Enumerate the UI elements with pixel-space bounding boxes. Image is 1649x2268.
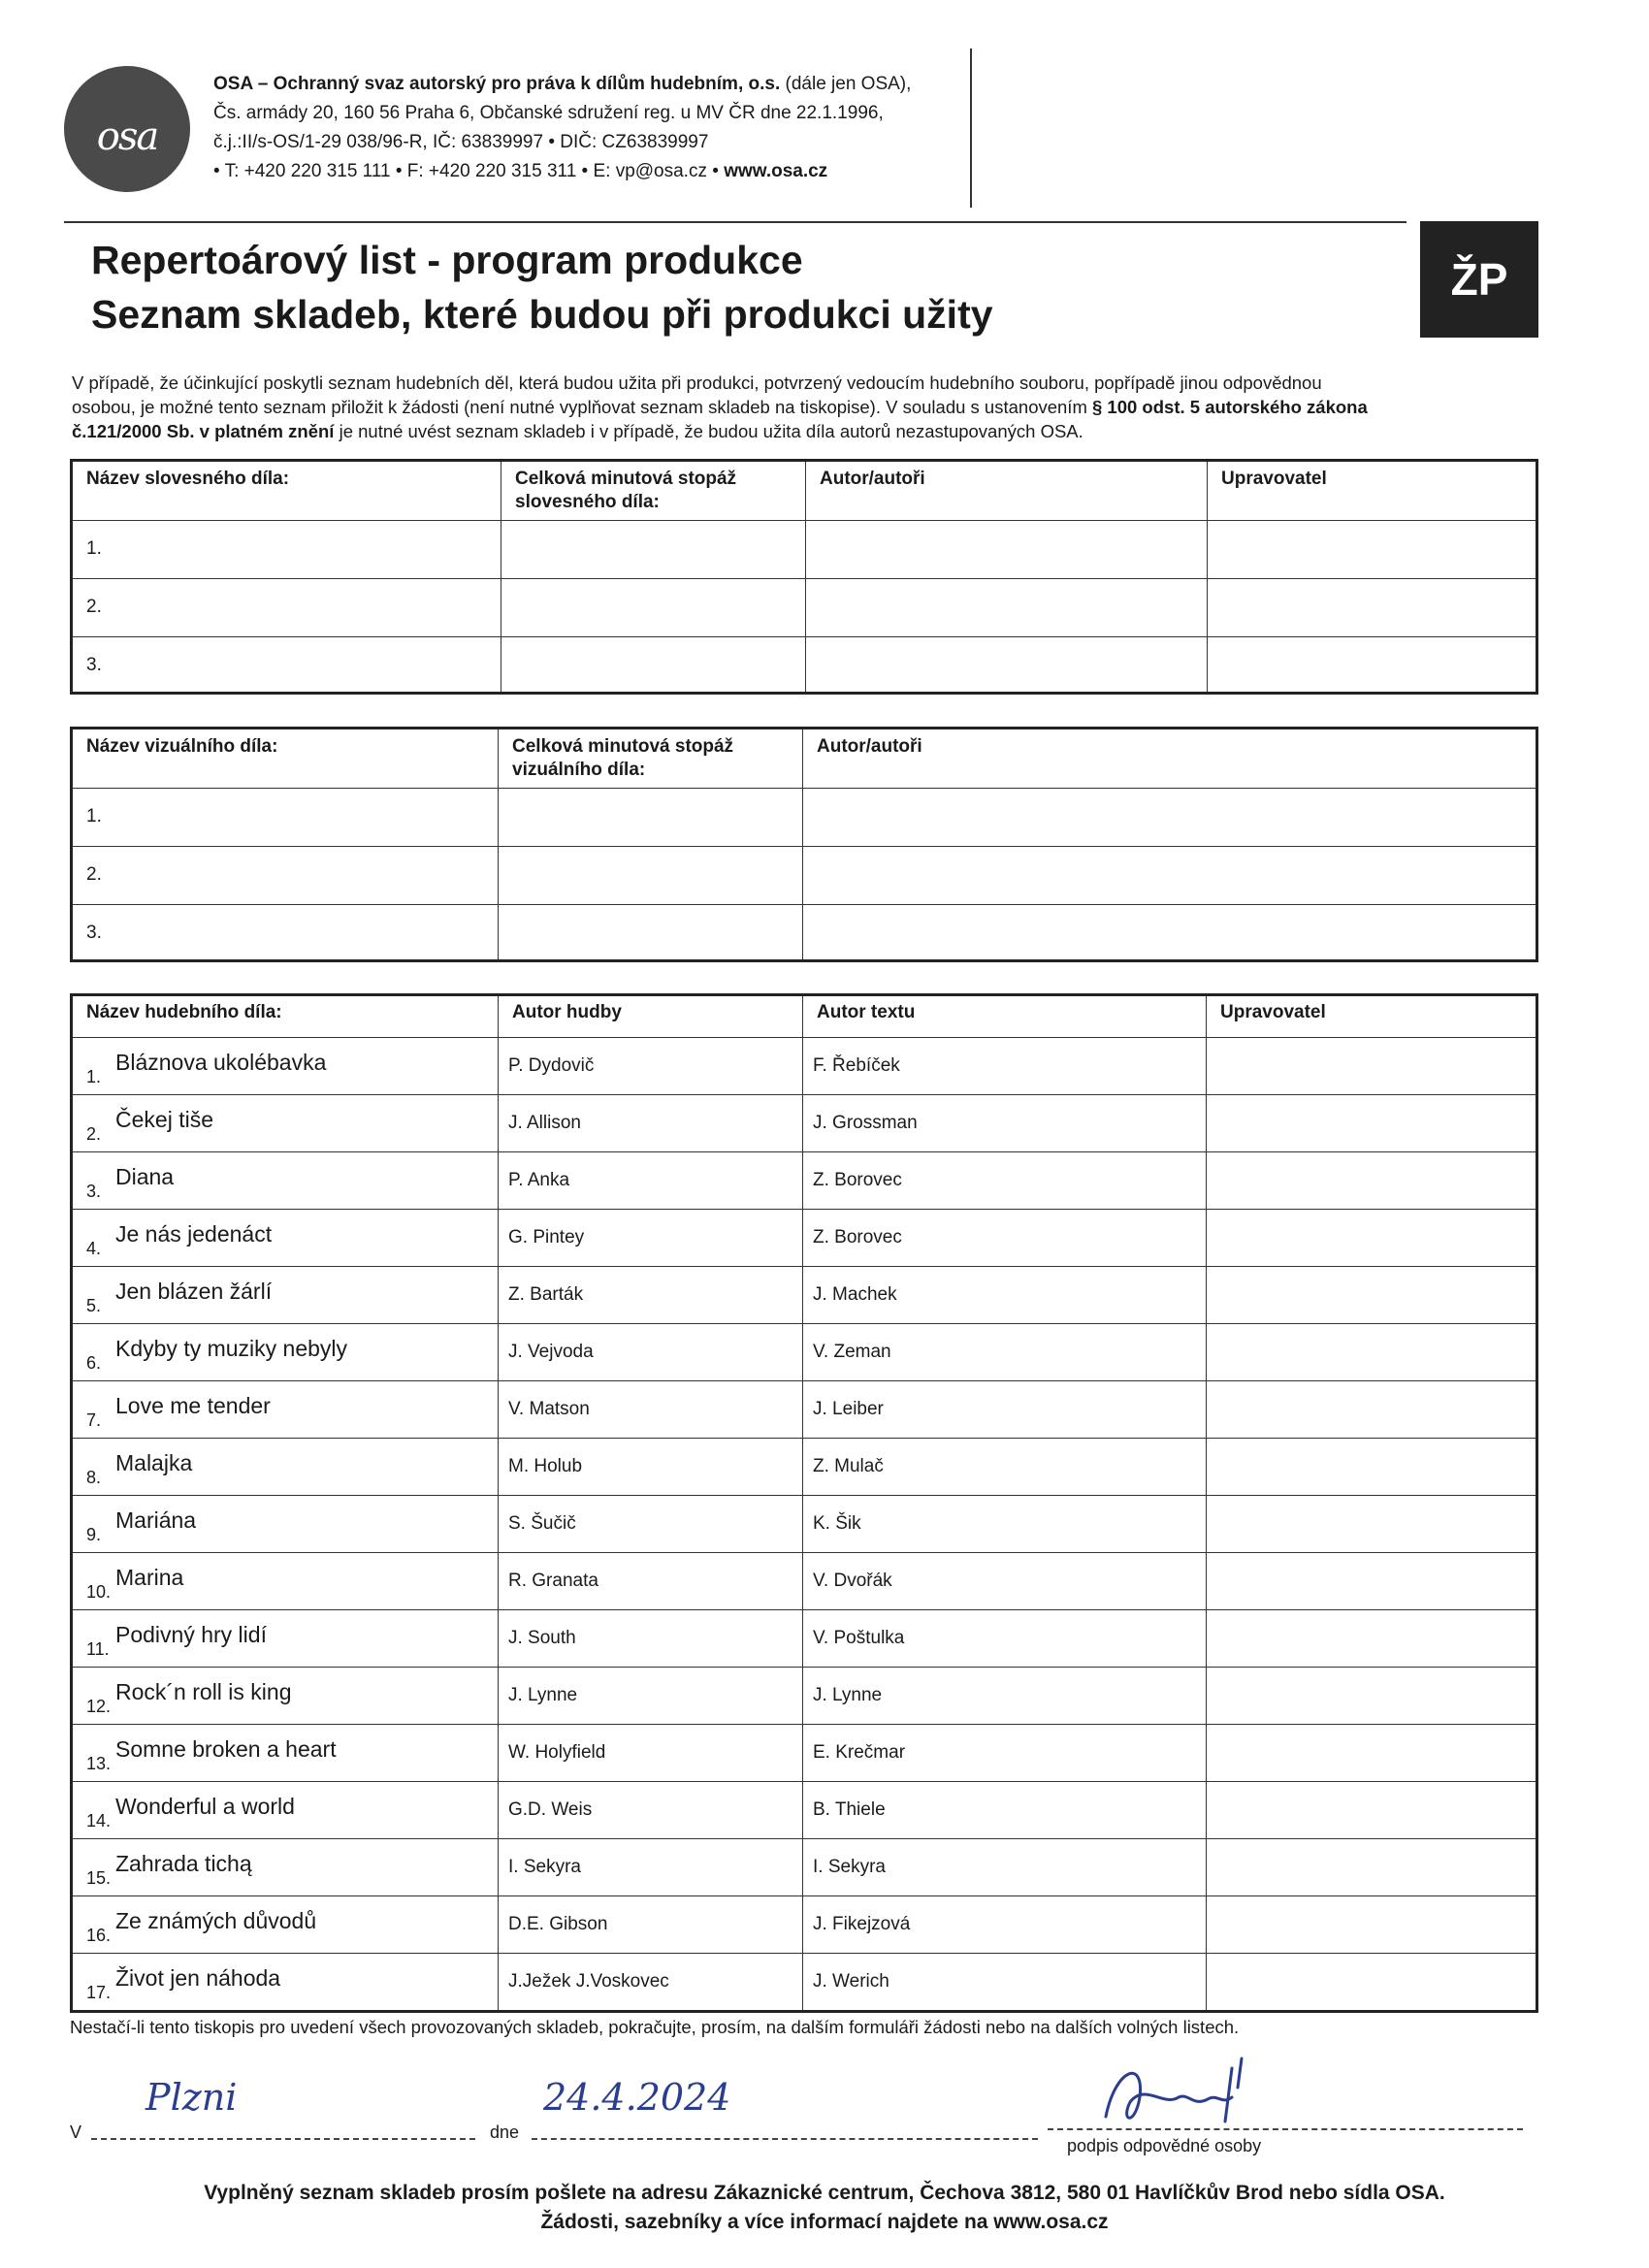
org-alias: (dále jen OSA), (780, 74, 912, 94)
arranger-cell[interactable] (1207, 1896, 1537, 1954)
song-title: Zahrada tichą (115, 1851, 252, 1876)
date-label: dne (490, 2122, 520, 2142)
lyricist-cell[interactable]: J. Grossman (803, 1095, 1207, 1152)
visual-works-table (70, 727, 1538, 962)
lyricist-cell[interactable]: Z. Borovec (803, 1210, 1207, 1267)
music-lyricist-header: Autor textu (803, 995, 1207, 1038)
composer-cell[interactable]: V. Matson (499, 1381, 803, 1439)
row-number: 14. (86, 1811, 112, 1831)
music-works-table (70, 993, 1538, 2013)
arranger-cell[interactable] (1207, 1038, 1537, 1095)
table-row (72, 1954, 1537, 2012)
song-title: Čekej tiše (115, 1107, 213, 1132)
song-title-cell[interactable] (72, 1152, 499, 1210)
arranger-cell[interactable] (1208, 637, 1537, 694)
author-cell[interactable] (803, 905, 1537, 961)
org-name: OSA – Ochranný svaz autorský pro práva k dílům hudebním, o.s. (213, 74, 781, 94)
table-row (72, 789, 1537, 847)
lyricist-cell[interactable]: V. Dvořák (803, 1553, 1207, 1610)
date-line (532, 2138, 1038, 2140)
intro-text: je nutné uvést seznam skladeb i v případě, že budou užita díla autorů nezastupovaných OSA. (334, 421, 1083, 441)
duration-cell[interactable] (499, 905, 803, 961)
header-line-2: Čs. armády 20, 160 56 Praha 6, Občanské sdružení reg. u MV ČR dne 22.1.1996, (213, 103, 884, 123)
song-title-cell[interactable] (72, 1553, 499, 1610)
header-line-3: č.j.:II/s-OS/1-29 038/96-R, IČ: 63839997 • DIČ: CZ63839997 (213, 132, 709, 152)
song-title: Život jen náhoda (115, 1965, 281, 1991)
website-link[interactable]: www.osa.cz (724, 161, 828, 181)
lyricist-cell[interactable]: V. Zeman (803, 1324, 1207, 1381)
lyricist-cell[interactable]: J. Werich (803, 1954, 1207, 2012)
arranger-cell[interactable] (1207, 1095, 1537, 1152)
row-number: 6. (86, 1353, 102, 1373)
composer-cell[interactable]: P. Dydovič (499, 1038, 803, 1095)
composer-cell[interactable]: R. Granata (499, 1553, 803, 1610)
contacts: • T: +420 220 315 111 • F: +420 220 315 311 • E: vp@osa.cz • (213, 161, 725, 181)
composer-cell[interactable]: W. Holyfield (499, 1725, 803, 1782)
composer-cell[interactable]: P. Anka (499, 1152, 803, 1210)
row-number[interactable]: 2. (72, 579, 501, 637)
table-row (72, 1095, 1537, 1152)
literary-author-header: Autor/autoři (806, 461, 1208, 521)
arranger-cell[interactable] (1207, 1782, 1537, 1839)
music-arranger-header: Upravovatel (1207, 995, 1537, 1038)
arranger-cell[interactable] (1207, 1553, 1537, 1610)
composer-cell[interactable]: M. Holub (499, 1439, 803, 1496)
duration-cell[interactable] (501, 637, 806, 694)
intro-line-1: V případě, že účinkující poskytli seznam hudebních děl, která budou užita při produkci, potvrzený vedoucím hudebního souboru, popřípadě jinou odpovědnou (72, 373, 1322, 393)
intro-paragraph (72, 371, 1546, 443)
table-row (72, 1839, 1537, 1896)
signature-caption: podpis odpovědné osoby (1067, 2136, 1262, 2155)
lyricist-cell[interactable]: I. Sekyra (803, 1839, 1207, 1896)
table-row (72, 1038, 1537, 1095)
table-row (72, 1324, 1537, 1381)
song-title-cell[interactable] (72, 1954, 499, 2012)
composer-cell[interactable]: Z. Barták (499, 1267, 803, 1324)
composer-cell[interactable]: S. Šučič (499, 1496, 803, 1553)
lyricist-cell[interactable]: V. Poštulka (803, 1610, 1207, 1668)
row-number: 12. (86, 1697, 112, 1716)
song-title-cell[interactable] (72, 1210, 499, 1267)
table-row (72, 521, 1537, 579)
lyricist-cell[interactable]: Z. Mulač (803, 1439, 1207, 1496)
date-value[interactable]: 24.4.2024 (543, 2076, 731, 2119)
row-number: 3. (86, 1182, 102, 1201)
title-rule (64, 221, 1406, 223)
song-title: Mariána (115, 1507, 197, 1533)
composer-cell[interactable]: G.D. Weis (499, 1782, 803, 1839)
table-row (72, 1553, 1537, 1610)
visual-title-header: Název vizuálního díla: (72, 729, 499, 789)
row-number: 17. (86, 1983, 112, 2002)
arranger-cell[interactable] (1208, 521, 1537, 579)
page-title: Repertoárový list - program produkce (91, 238, 803, 282)
row-number: 5. (86, 1296, 102, 1315)
law-number: č.121/2000 Sb. v platném znění (72, 421, 335, 441)
arranger-cell[interactable] (1207, 1439, 1537, 1496)
arranger-cell[interactable] (1207, 1610, 1537, 1668)
literary-title-header: Název slovesného díla: (72, 461, 501, 521)
table-row (72, 905, 1537, 961)
composer-cell[interactable]: G. Pintey (499, 1210, 803, 1267)
row-number[interactable]: 1. (72, 521, 501, 579)
header-line-4 (213, 157, 827, 186)
song-title-cell[interactable] (72, 1267, 499, 1324)
lyricist-cell[interactable]: Z. Borovec (803, 1152, 1207, 1210)
arranger-cell[interactable] (1207, 1152, 1537, 1210)
arranger-cell[interactable] (1207, 1725, 1537, 1782)
table-row (72, 847, 1537, 905)
author-cell[interactable] (803, 847, 1537, 905)
table-row (72, 1668, 1537, 1725)
song-title-cell[interactable] (72, 1725, 499, 1782)
song-title: Love me tender (115, 1393, 271, 1418)
arranger-cell[interactable] (1207, 1496, 1537, 1553)
arranger-cell[interactable] (1207, 1954, 1537, 2012)
lyricist-cell[interactable]: F. Řebíček (803, 1038, 1207, 1095)
arranger-cell[interactable] (1207, 1324, 1537, 1381)
author-cell[interactable] (803, 789, 1537, 847)
song-title-cell[interactable] (72, 1381, 499, 1439)
song-title-cell[interactable] (72, 1496, 499, 1553)
intro-text: osobou, je možné tento seznam přiložit k žádosti (není nutné vyplňovat seznam skladeb na tiskopise). V souladu s ustanovením (72, 397, 1092, 417)
duration-cell[interactable] (501, 579, 806, 637)
literary-arranger-header: Upravovatel (1208, 461, 1537, 521)
table-row (72, 1725, 1537, 1782)
author-cell[interactable] (806, 637, 1208, 694)
song-title-cell[interactable] (72, 1439, 499, 1496)
lyricist-cell[interactable]: J. Lynne (803, 1668, 1207, 1725)
lyricist-cell[interactable]: J. Machek (803, 1267, 1207, 1324)
intro-line-2 (72, 395, 1546, 419)
table-row (72, 1782, 1537, 1839)
row-number: 8. (86, 1468, 102, 1487)
composer-cell[interactable]: I. Sekyra (499, 1839, 803, 1896)
osa-logo-text: osa (96, 114, 158, 159)
song-title-cell[interactable] (72, 1324, 499, 1381)
arranger-cell[interactable] (1207, 1668, 1537, 1725)
row-number: 13. (86, 1754, 112, 1773)
arranger-cell[interactable] (1207, 1381, 1537, 1439)
song-title: Diana (115, 1164, 175, 1189)
song-title: Marina (115, 1565, 184, 1590)
song-title-cell[interactable] (72, 1095, 499, 1152)
song-title: Somne broken a heart (115, 1736, 337, 1762)
row-number: 9. (86, 1525, 102, 1544)
music-composer-header: Autor hudby (499, 995, 803, 1038)
composer-cell[interactable]: J. South (499, 1610, 803, 1668)
composer-cell[interactable]: J. Vejvoda (499, 1324, 803, 1381)
author-cell[interactable] (806, 579, 1208, 637)
table-row (72, 1381, 1537, 1439)
music-title-header: Název hudebního díla: (72, 995, 499, 1038)
continuation-note: Nestačí-li tento tiskopis pro uvedení všech provozovaných skladeb, pokračujte, prosím, na dalším formuláři žádosti nebo na dalších volných listech. (70, 2017, 1240, 2037)
mailing-instructions: Vyplněný seznam skladeb prosím pošlete na adresu Zákaznické centrum, Čechova 3812, 580 01 Havlíčkův Brod nebo sídla OSA. (204, 2182, 1445, 2204)
lyricist-cell[interactable]: J. Fikejzová (803, 1896, 1207, 1954)
place-label: V (70, 2122, 82, 2142)
literary-duration-header: Celková minutová stopáž slovesného díla: (501, 461, 806, 521)
table-row (72, 1152, 1537, 1210)
header-line-1 (213, 70, 911, 99)
handwritten-signature (1086, 2049, 1261, 2136)
song-title: Je nás jedenáct (115, 1221, 273, 1247)
table-row (72, 1896, 1537, 1954)
row-number: 15. (86, 1868, 112, 1888)
arranger-cell[interactable] (1207, 1839, 1537, 1896)
row-number: 10. (86, 1582, 112, 1602)
song-title-cell[interactable] (72, 1839, 499, 1896)
table-row (72, 1210, 1537, 1267)
song-title-cell[interactable] (72, 1668, 499, 1725)
row-number[interactable]: 2. (72, 847, 499, 905)
row-number[interactable]: 3. (72, 637, 501, 694)
row-number: 4. (86, 1239, 102, 1258)
arranger-cell[interactable] (1207, 1210, 1537, 1267)
lyricist-cell[interactable]: K. Šik (803, 1496, 1207, 1553)
row-number[interactable]: 3. (72, 905, 499, 961)
song-title: Jen blázen žárlí (115, 1279, 273, 1304)
composer-cell[interactable]: J.Ježek J.Voskovec (499, 1954, 803, 2012)
song-title-cell[interactable] (72, 1610, 499, 1668)
row-number[interactable]: 1. (72, 789, 499, 847)
lyricist-cell[interactable]: B. Thiele (803, 1782, 1207, 1839)
place-value[interactable]: Plzni (146, 2076, 238, 2119)
song-title: Bláznova ukolébavka (115, 1050, 327, 1075)
intro-line-3 (72, 419, 1546, 443)
arranger-cell[interactable] (1207, 1267, 1537, 1324)
table-row (72, 1610, 1537, 1668)
song-title: Rock´n roll is king (115, 1679, 292, 1704)
song-title-cell[interactable] (72, 1896, 499, 1954)
song-title: Podivný hry lidí (115, 1622, 267, 1647)
place-line (91, 2138, 475, 2140)
table-row (72, 1496, 1537, 1553)
table-row (72, 637, 1537, 694)
header-divider (970, 49, 972, 208)
duration-cell[interactable] (501, 521, 806, 579)
duration-cell[interactable] (499, 789, 803, 847)
song-title: Kdyby ty muziky nebyly (115, 1336, 348, 1361)
author-cell[interactable] (806, 521, 1208, 579)
visual-duration-header: Celková minutová stopáž vizuálního díla: (499, 729, 803, 789)
lyricist-cell[interactable]: E. Krečmar (803, 1725, 1207, 1782)
duration-cell[interactable] (499, 847, 803, 905)
form-code-badge: ŽP (1420, 221, 1538, 338)
law-reference: § 100 odst. 5 autorského zákona (1092, 397, 1368, 417)
table-row (72, 579, 1537, 637)
more-info-note: Žádosti, sazebníky a více informací najdete na www.osa.cz (540, 2211, 1109, 2233)
row-number: 1. (86, 1067, 102, 1086)
song-title: Malajka (115, 1450, 193, 1475)
row-number: 16. (86, 1926, 112, 1945)
song-title: Wonderful a world (115, 1794, 295, 1819)
composer-cell[interactable]: J. Allison (499, 1095, 803, 1152)
page-subtitle: Seznam skladeb, které budou při produkci užity (91, 292, 993, 337)
song-title: Ze známých důvodů (115, 1908, 317, 1933)
table-row (72, 1267, 1537, 1324)
row-number: 2. (86, 1124, 102, 1144)
table-row (72, 1439, 1537, 1496)
row-number: 7. (86, 1410, 102, 1430)
composer-cell[interactable]: J. Lynne (499, 1668, 803, 1725)
song-title-cell[interactable] (72, 1782, 499, 1839)
composer-cell[interactable]: D.E. Gibson (499, 1896, 803, 1954)
song-title-cell[interactable] (72, 1038, 499, 1095)
literary-works-table (70, 459, 1538, 695)
arranger-cell[interactable] (1208, 579, 1537, 637)
visual-author-header: Autor/autoři (803, 729, 1537, 789)
lyricist-cell[interactable]: J. Leiber (803, 1381, 1207, 1439)
row-number: 11. (86, 1639, 110, 1659)
